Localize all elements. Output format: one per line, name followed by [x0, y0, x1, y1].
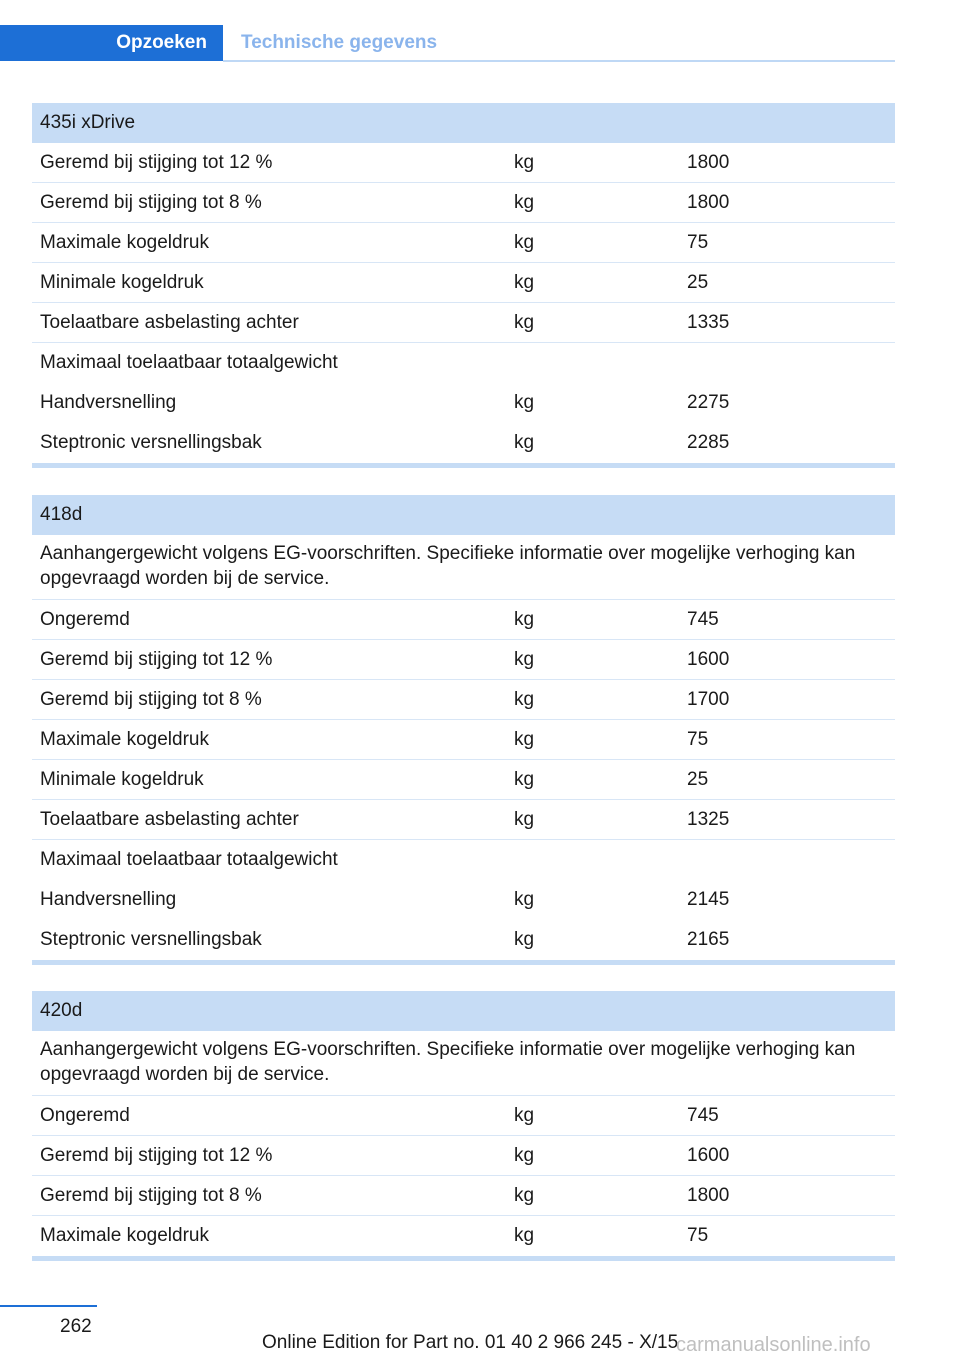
row-unit: kg — [514, 392, 535, 413]
row-unit: kg — [514, 689, 535, 710]
row-value: 745 — [687, 1105, 719, 1126]
row-unit: kg — [514, 432, 535, 453]
row-label: Toelaatbare asbelasting achter — [40, 809, 299, 830]
row-value: 1325 — [687, 809, 730, 830]
row-value: 1800 — [687, 192, 730, 213]
table-end-bar — [32, 960, 895, 965]
table-row — [32, 720, 895, 760]
row-label: Ongeremd — [40, 609, 130, 630]
row-unit: kg — [514, 232, 535, 253]
row-label: Toelaatbare asbelasting achter — [40, 312, 299, 333]
table-row — [32, 760, 895, 800]
row-label: Steptronic versnellingsbak — [40, 432, 262, 453]
table-note: Aanhangergewicht volgens EG-voorschriften. Specifieke informatie over mogelijke verhoging kan opgevraagd worden bij de service. — [32, 1031, 895, 1096]
row-label: Maximale kogeldruk — [40, 1225, 209, 1246]
row-label: Geremd bij stijging tot 12 % — [40, 152, 273, 173]
table-row — [32, 880, 895, 920]
table-row — [32, 183, 895, 223]
row-unit: kg — [514, 769, 535, 790]
table-row — [32, 1136, 895, 1176]
row-label: Geremd bij stijging tot 8 % — [40, 192, 262, 213]
row-value: 2145 — [687, 889, 730, 910]
footer-accent-line — [0, 1305, 97, 1307]
row-unit: kg — [514, 192, 535, 213]
tab-opzoeken[interactable]: Opzoeken — [0, 25, 223, 61]
row-value: 1800 — [687, 152, 730, 173]
edition-text: Online Edition for Part no. 01 40 2 966 245 - X/15 — [262, 1332, 679, 1353]
row-value: 2275 — [687, 392, 730, 413]
row-label: Geremd bij stijging tot 8 % — [40, 1185, 262, 1206]
row-label: Geremd bij stijging tot 8 % — [40, 689, 262, 710]
table-row — [32, 800, 895, 840]
table-row — [32, 920, 895, 960]
row-value: 1700 — [687, 689, 730, 710]
row-label: Maximale kogeldruk — [40, 729, 209, 750]
row-value: 75 — [687, 729, 709, 750]
row-label: Maximaal toelaatbaar totaalgewicht — [40, 352, 338, 373]
table-row — [32, 263, 895, 303]
row-value: 25 — [687, 769, 709, 790]
table-row — [32, 1096, 895, 1136]
row-unit: kg — [514, 929, 535, 950]
table-row — [32, 640, 895, 680]
top-navigation — [0, 25, 895, 62]
page-number: 262 — [60, 1316, 92, 1337]
row-value: 2285 — [687, 432, 730, 453]
table-row — [32, 680, 895, 720]
row-value: 25 — [687, 272, 709, 293]
table-header: 420d — [32, 991, 895, 1031]
row-label: Steptronic versnellingsbak — [40, 929, 262, 950]
spec-table-435i-xdrive — [32, 103, 895, 468]
row-label: Geremd bij stijging tot 12 % — [40, 649, 273, 670]
row-label: Maximaal toelaatbaar totaalgewicht — [40, 849, 338, 870]
row-unit: kg — [514, 649, 535, 670]
row-unit: kg — [514, 1185, 535, 1206]
row-unit: kg — [514, 272, 535, 293]
row-label: Maximale kogeldruk — [40, 232, 209, 253]
row-unit: kg — [514, 809, 535, 830]
row-unit: kg — [514, 152, 535, 173]
row-label: Minimale kogeldruk — [40, 769, 204, 790]
table-header: 435i xDrive — [32, 103, 895, 143]
row-value: 75 — [687, 232, 709, 253]
row-label: Minimale kogeldruk — [40, 272, 204, 293]
row-unit: kg — [514, 889, 535, 910]
table-row — [32, 1176, 895, 1216]
row-unit: kg — [514, 729, 535, 750]
spec-table-420d — [32, 991, 895, 1261]
watermark: carmanualsonline.info — [676, 1334, 871, 1356]
table-row — [32, 143, 895, 183]
table-row — [32, 303, 895, 343]
table-row — [32, 383, 895, 423]
row-value: 745 — [687, 609, 719, 630]
row-value: 2165 — [687, 929, 730, 950]
table-row — [32, 840, 895, 880]
row-label: Ongeremd — [40, 1105, 130, 1126]
row-value: 1800 — [687, 1185, 730, 1206]
tab-technische-gegevens[interactable]: Technische gegevens — [241, 32, 438, 53]
row-unit: kg — [514, 1105, 535, 1126]
header-divider — [223, 60, 895, 62]
row-value: 1600 — [687, 1145, 730, 1166]
spec-table-418d — [32, 495, 895, 965]
table-row — [32, 423, 895, 463]
table-row — [32, 223, 895, 263]
table-row — [32, 343, 895, 383]
row-unit: kg — [514, 609, 535, 630]
row-unit: kg — [514, 1145, 535, 1166]
row-value: 75 — [687, 1225, 709, 1246]
row-label: Handversnelling — [40, 889, 177, 910]
table-row — [32, 1216, 895, 1256]
row-label: Geremd bij stijging tot 12 % — [40, 1145, 273, 1166]
row-value: 1600 — [687, 649, 730, 670]
table-note: Aanhangergewicht volgens EG-voorschriften. Specifieke informatie over mogelijke verhoging kan opgevraagd worden bij de service. — [32, 535, 895, 600]
row-unit: kg — [514, 312, 535, 333]
table-end-bar — [32, 1256, 895, 1261]
row-label: Handversnelling — [40, 392, 177, 413]
table-row — [32, 600, 895, 640]
row-value: 1335 — [687, 312, 730, 333]
table-header: 418d — [32, 495, 895, 535]
table-end-bar — [32, 463, 895, 468]
row-unit: kg — [514, 1225, 535, 1246]
